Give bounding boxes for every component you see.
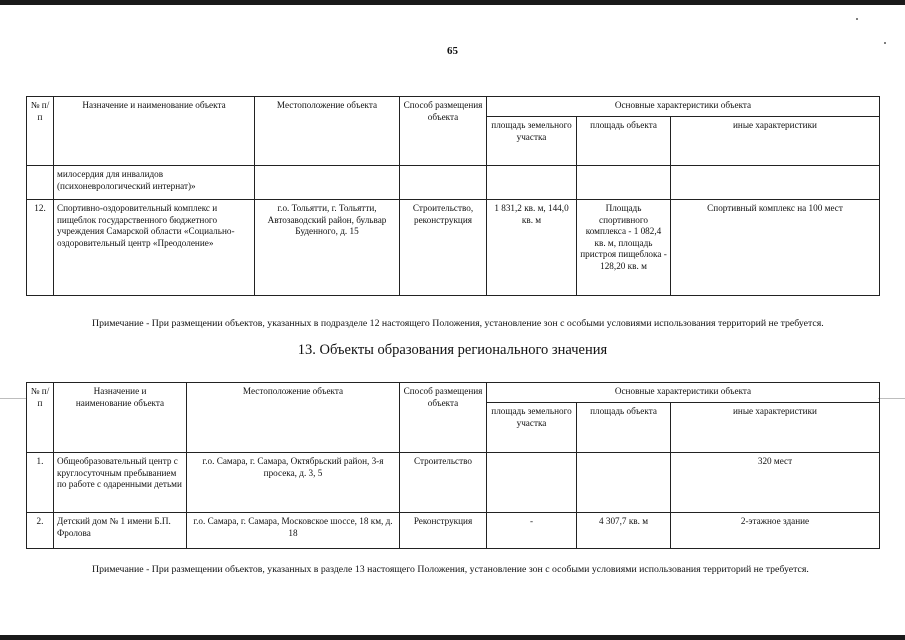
cell-other: 320 мест — [671, 453, 880, 513]
header-other-characteristics: иные характеристики — [671, 117, 880, 166]
cell-other: 2-этажное здание — [671, 513, 880, 549]
cell-name: милосердия для инвалидов (психоневрологический интернат)» — [54, 166, 255, 200]
table-header-row — [27, 383, 880, 403]
header-num: № п/п — [27, 97, 54, 166]
cell-object-area — [577, 453, 671, 513]
cell-name: Детский дом № 1 имени Б.П. Фролова — [54, 513, 187, 549]
header-main-characteristics: Основные характеристики объекта — [487, 383, 880, 403]
table-row — [27, 166, 880, 200]
objects-table-section-13 — [26, 382, 880, 549]
scan-bottom-border — [0, 635, 905, 640]
objects-table-section-12 — [26, 96, 880, 296]
cell-name: Общеобразовательный центр с круглосуточным пребыванием по работе с одаренными детьми — [54, 453, 187, 513]
cell-num: 1. — [27, 453, 54, 513]
cell-num: 12. — [27, 200, 54, 296]
scan-speck — [884, 42, 886, 44]
cell-location — [255, 166, 400, 200]
cell-other — [671, 166, 880, 200]
cell-object-area — [577, 166, 671, 200]
table-row — [27, 453, 880, 513]
cell-method: Строительство — [400, 453, 487, 513]
header-object-area: площадь объекта — [577, 117, 671, 166]
header-method: Способ размещения объекта — [400, 97, 487, 166]
cell-object-area: Площадь спортивного комплекса - 1 082,4 кв. м, площадь пристроя пищеблока - 128,20 кв. м — [577, 200, 671, 296]
cell-other: Спортивный комплекс на 100 мест — [671, 200, 880, 296]
cell-land-area — [487, 166, 577, 200]
note-section-12: Примечание - При размещении объектов, указанных в подразделе 12 настоящего Положения, установление зон с особыми условиями использования территорий не требуется. — [92, 318, 824, 329]
scan-speck — [856, 18, 858, 20]
header-location: Местоположение объекта — [255, 97, 400, 166]
header-method: Способ размещения объекта — [400, 383, 487, 453]
cell-location: г.о. Тольятти, г. Тольятти, Автозаводский район, бульвар Буденного, д. 15 — [255, 200, 400, 296]
header-location: Местоположение объекта — [187, 383, 400, 453]
header-other-characteristics: иные характеристики — [671, 403, 880, 453]
cell-object-area: 4 307,7 кв. м — [577, 513, 671, 549]
table-header-row — [27, 97, 880, 117]
table-row — [27, 200, 880, 296]
cell-method: Реконструкция — [400, 513, 487, 549]
cell-name: Спортивно-оздоровительный комплекс и пищеблок государственного бюджетного учреждения Самарской области «Социально-оздоровительный центр «Преодоление» — [54, 200, 255, 296]
header-num: № п/п — [27, 383, 54, 453]
header-name: Назначение и наименование объекта — [54, 97, 255, 166]
cell-location: г.о. Самара, г. Самара, Октябрьский район, 3-я просека, д. 3, 5 — [187, 453, 400, 513]
header-land-area: площадь земельного участка — [487, 403, 577, 453]
header-land-area: площадь земельного участка — [487, 117, 577, 166]
cell-land-area: 1 831,2 кв. м, 144,0 кв. м — [487, 200, 577, 296]
note-section-13: Примечание - При размещении объектов, указанных в разделе 13 настоящего Положения, установление зон с особыми условиями использования территорий не требуется. — [92, 564, 809, 575]
cell-num — [27, 166, 54, 200]
header-name: Назначение и наименование объекта — [54, 383, 187, 453]
cell-method: Строительство, реконструкция — [400, 200, 487, 296]
scan-top-border — [0, 0, 905, 5]
header-main-characteristics: Основные характеристики объекта — [487, 97, 880, 117]
section-13-title: 13. Объекты образования регионального значения — [297, 342, 608, 358]
header-object-area: площадь объекта — [577, 403, 671, 453]
cell-num: 2. — [27, 513, 54, 549]
table-row — [27, 513, 880, 549]
cell-method — [400, 166, 487, 200]
page-number: 65 — [447, 45, 458, 57]
cell-land-area: - — [487, 513, 577, 549]
scan-artifact-line — [0, 398, 26, 399]
cell-location: г.о. Самара, г. Самара, Московское шоссе, 18 км, д. 18 — [187, 513, 400, 549]
scan-artifact-line — [878, 398, 905, 399]
cell-land-area — [487, 453, 577, 513]
